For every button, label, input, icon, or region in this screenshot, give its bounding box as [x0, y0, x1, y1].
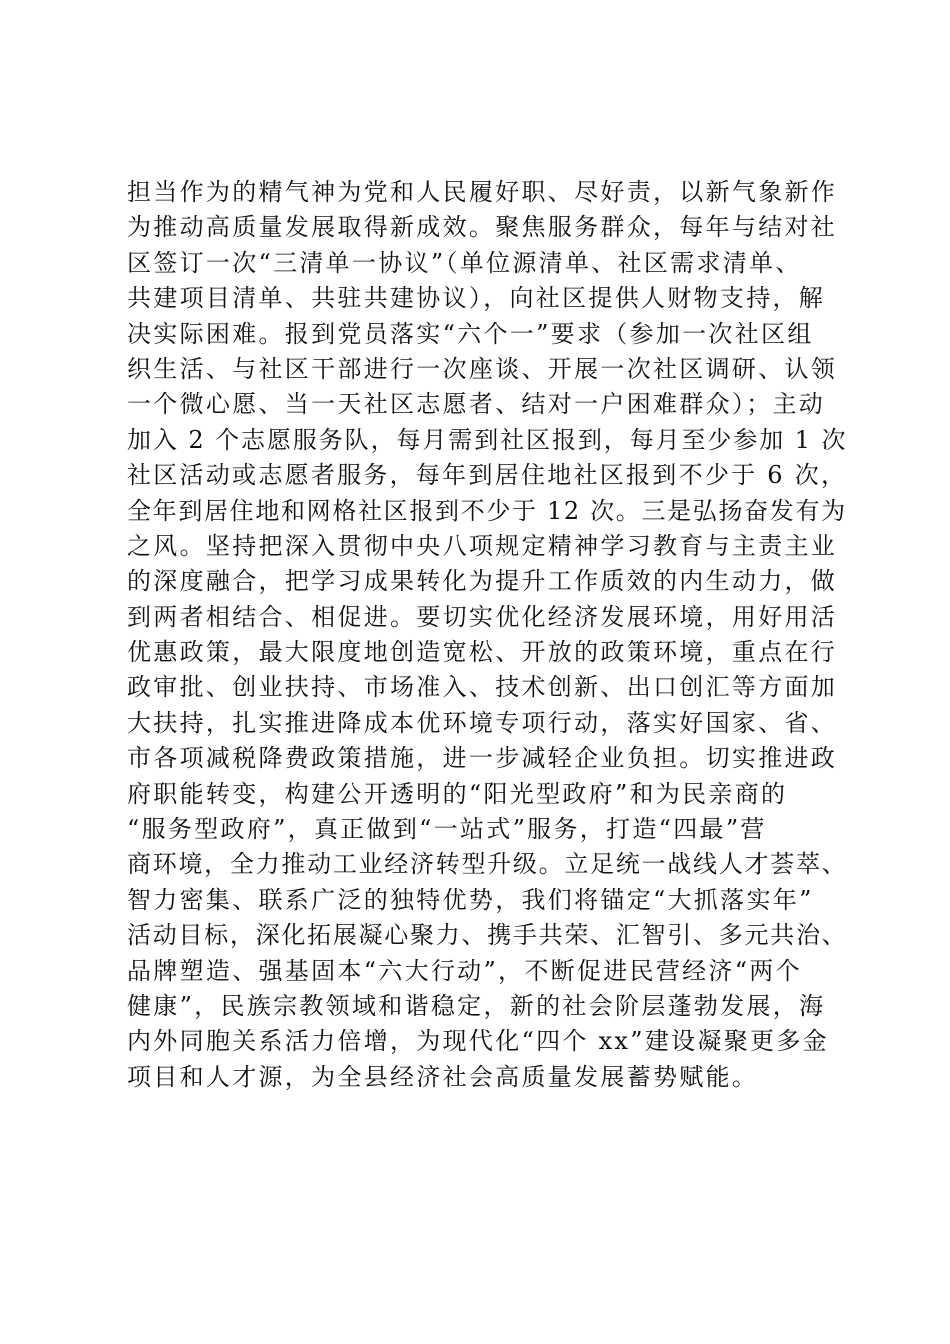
- text-line: 之风。坚持把深入贯彻中央八项规定精神学习教育与主责主业: [127, 531, 838, 560]
- text-line: 加入 2 个志愿服务队，每月需到社区报到，每月至少参加 1 次: [127, 425, 848, 454]
- text-line: 到两者相结合、相促进。要切实优化经济发展环境，用好用活: [127, 602, 838, 631]
- text-line: 织生活、与社区干部进行一次座谈、开展一次社区调研、认领: [127, 354, 838, 383]
- text-line: 全年到居住地和网格社区报到不少于 12 次。三是弘扬奋发有为: [127, 496, 847, 525]
- text-line: 的深度融合，把学习成果转化为提升工作质效的内生动力，做: [127, 567, 838, 596]
- text-line: 内外同胞关系活力倍增，为现代化“四个 xx”建设凝聚更多金: [127, 1027, 829, 1056]
- text-line: “服务型政府”，真正做到“一站式”服务，打造“四最”营: [127, 815, 767, 844]
- text-line: 品牌塑造、强基固本“六大行动”，不断促进民营经济“两个: [127, 956, 802, 985]
- text-line: 共建项目清单、共驻共建协议），向社区提供人财物支持，解: [127, 284, 826, 313]
- text-line: 政审批、创业扶持、市场准入、技术创新、出口创汇等方面加: [127, 673, 838, 702]
- text-line: 优惠政策，最大限度地创造宽松、开放的政策环境，重点在行: [127, 638, 838, 667]
- text-line: 市各项减税降费政策措施，进一步减轻企业负担。切实推进政: [127, 744, 838, 773]
- text-line: 决实际困难。报到党员落实“六个一”要求（参加一次社区组: [127, 319, 814, 348]
- text-line: 为推动高质量发展取得新成效。聚焦服务群众，每年与结对社: [127, 213, 838, 242]
- text-line: 活动目标，深化拓展凝心聚力、携手共荣、汇智引、多元共治、: [127, 921, 848, 950]
- text-line: 社区活动或志愿者服务，每年到居住地社区报到不少于 6 次，: [127, 461, 848, 490]
- text-line: 商环境，全力推动工业经济转型升级。立足统一战线人才荟萃、: [127, 850, 848, 879]
- text-line: 区签订一次“三清单一协议”（单位源清单、社区需求清单、: [127, 248, 802, 277]
- text-line: 一个微心愿、当一天社区志愿者、结对一户困难群众）；主动: [127, 390, 826, 419]
- text-line: 健康”，民族宗教领域和谐稳定，新的社会阶层蓬勃发展，海: [127, 991, 826, 1020]
- body-paragraph: [127, 175, 847, 1095]
- text-line: 大扶持，扎实推进降成本优环境专项行动，落实好国家、省、: [127, 708, 838, 737]
- text-line: 智力密集、联系广泛的独特优势，我们将锚定“大抓落实年”: [127, 885, 814, 914]
- text-line: 项目和人才源，为全县经济社会高质量发展蓄势赋能。: [127, 1062, 759, 1091]
- text-line: 担当作为的精气神为党和人民履好职、尽好责，以新气象新作: [127, 178, 838, 206]
- text-line: 府职能转变，构建公开透明的“阳光型政府”和为民亲商的: [127, 779, 788, 808]
